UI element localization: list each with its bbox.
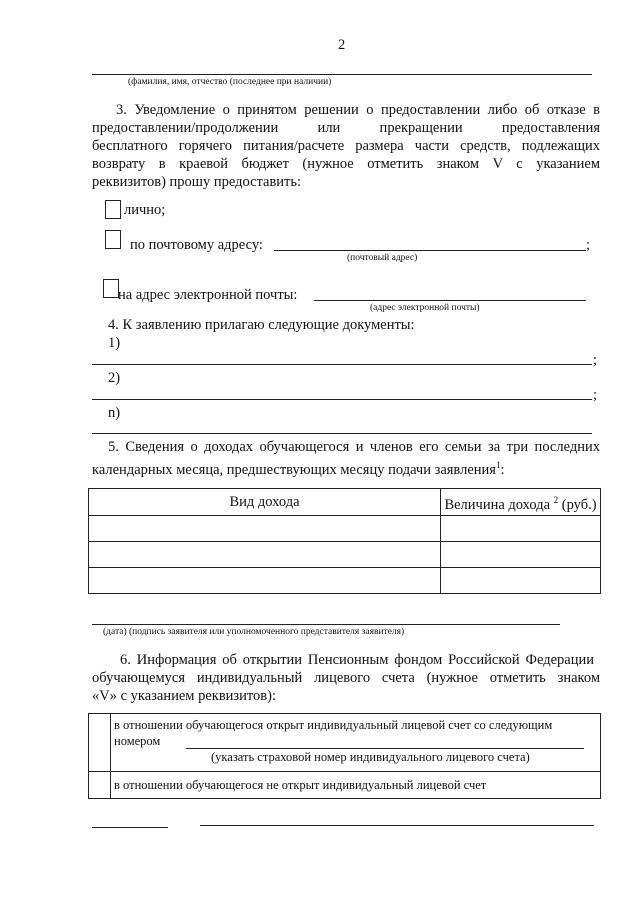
option-post-label: по почтовому адресу: <box>130 237 263 253</box>
doc-item-1-field[interactable] <box>92 364 592 365</box>
option-email-label: на адрес электронной почты: <box>118 287 298 303</box>
col-income-amount <box>441 489 601 516</box>
section5-line-2 <box>92 456 504 479</box>
income-type-cell[interactable] <box>89 568 441 594</box>
doc-item-2-label: 2) <box>108 370 121 386</box>
checkbox-personal[interactable] <box>105 200 121 219</box>
table-row <box>89 542 601 568</box>
section4-title: 4. К заявлению прилагаю следующие документы: <box>108 317 415 333</box>
income-amount-cell[interactable] <box>441 542 601 568</box>
account-number-field[interactable] <box>186 748 584 749</box>
doc-item-2-field[interactable] <box>92 399 592 400</box>
account-not-opened-checkbox-cell[interactable] <box>89 772 111 799</box>
post-address-field[interactable] <box>274 250 586 251</box>
doc-item-n-field[interactable] <box>92 433 592 434</box>
email-caption: (адрес электронной почты) <box>370 303 480 313</box>
post-caption: (почтовый адрес) <box>347 253 418 263</box>
footnote-2: 2 <box>553 494 559 505</box>
table-row <box>89 568 601 594</box>
section3-line-3: бесплатного горячего питания/расчете размера части средств, подлежащих <box>92 138 600 154</box>
col-income-amount-text: Величина дохода <box>444 496 551 513</box>
account-table <box>88 713 601 799</box>
section5-line-2-colon: : <box>500 461 505 478</box>
section3-line-4: возврату в краевой бюджет (нужное отметить знаком V с указанием <box>92 156 600 172</box>
doc-item-1-label: 1) <box>108 335 121 351</box>
section3-line-1: 3. Уведомление о принятом решении о предоставлении либо об отказе в <box>116 102 600 118</box>
table-row <box>89 516 601 542</box>
bottom-signature-line[interactable] <box>200 825 594 826</box>
table-row <box>89 772 601 799</box>
account-not-opened-cell <box>111 772 601 799</box>
page-number: 2 <box>338 37 346 53</box>
signature-caption: (дата) (подпись заявителя или уполномоченного представителя заявителя) <box>103 627 405 637</box>
doc-item-1-semicolon: ; <box>593 352 598 368</box>
income-type-cell[interactable] <box>89 516 441 542</box>
doc-item-n-label: n) <box>108 405 121 421</box>
section3-line-2: предоставлении/продолжении или прекращении предоставления <box>92 120 600 136</box>
email-field[interactable] <box>314 300 586 301</box>
fio-caption: (фамилия, имя, отчество (последнее при наличии) <box>128 77 332 87</box>
signature-line[interactable] <box>92 624 560 625</box>
income-amount-cell[interactable] <box>441 516 601 542</box>
income-type-cell[interactable] <box>89 542 441 568</box>
section3-line-5: реквизитов) прошу предоставить: <box>92 174 302 190</box>
income-table <box>88 488 601 594</box>
col-income-type: Вид дохода <box>89 489 441 516</box>
fio-line <box>92 74 592 75</box>
footnote-1: 1 <box>495 460 501 470</box>
account-opened-text: в отношении обучающегося открыт индивидуальный лицевой счет со следующим <box>114 718 553 732</box>
account-not-opened-text: в отношении обучающегося не открыт индивидуальный лицевой счет <box>114 778 487 792</box>
income-table-header <box>89 489 601 516</box>
col-income-amount-unit: (руб.) <box>561 496 597 513</box>
section6-line-2: обучающемуся индивидуальный лицевого счета (нужное отметить знаком <box>92 670 600 686</box>
doc-item-n-semicolon: ; <box>593 387 598 403</box>
section5-line-2-text: календарных месяца, предшествующих месяцу подачи заявления <box>92 461 496 478</box>
section6-line-1: 6. Информация об открытии Пенсионным фондом Российской Федерации <box>120 652 594 668</box>
checkbox-post[interactable] <box>105 230 121 249</box>
account-number-label: номером <box>114 734 161 748</box>
income-amount-cell[interactable] <box>441 568 601 594</box>
account-number-caption: (указать страховой номер индивидуального лицевого счета) <box>211 750 530 764</box>
checkbox-email[interactable] <box>103 279 119 298</box>
table-row <box>89 714 601 772</box>
account-opened-cell <box>111 714 601 772</box>
post-semicolon: ; <box>586 237 591 253</box>
option-personal-label: лично; <box>124 202 166 218</box>
section6-line-3: «V» с указанием реквизитов): <box>92 688 277 704</box>
account-opened-checkbox-cell[interactable] <box>89 714 111 772</box>
bottom-date-line[interactable] <box>92 827 168 828</box>
section5-line-1: 5. Сведения о доходах обучающегося и членов его семьи за три последних <box>108 439 600 455</box>
